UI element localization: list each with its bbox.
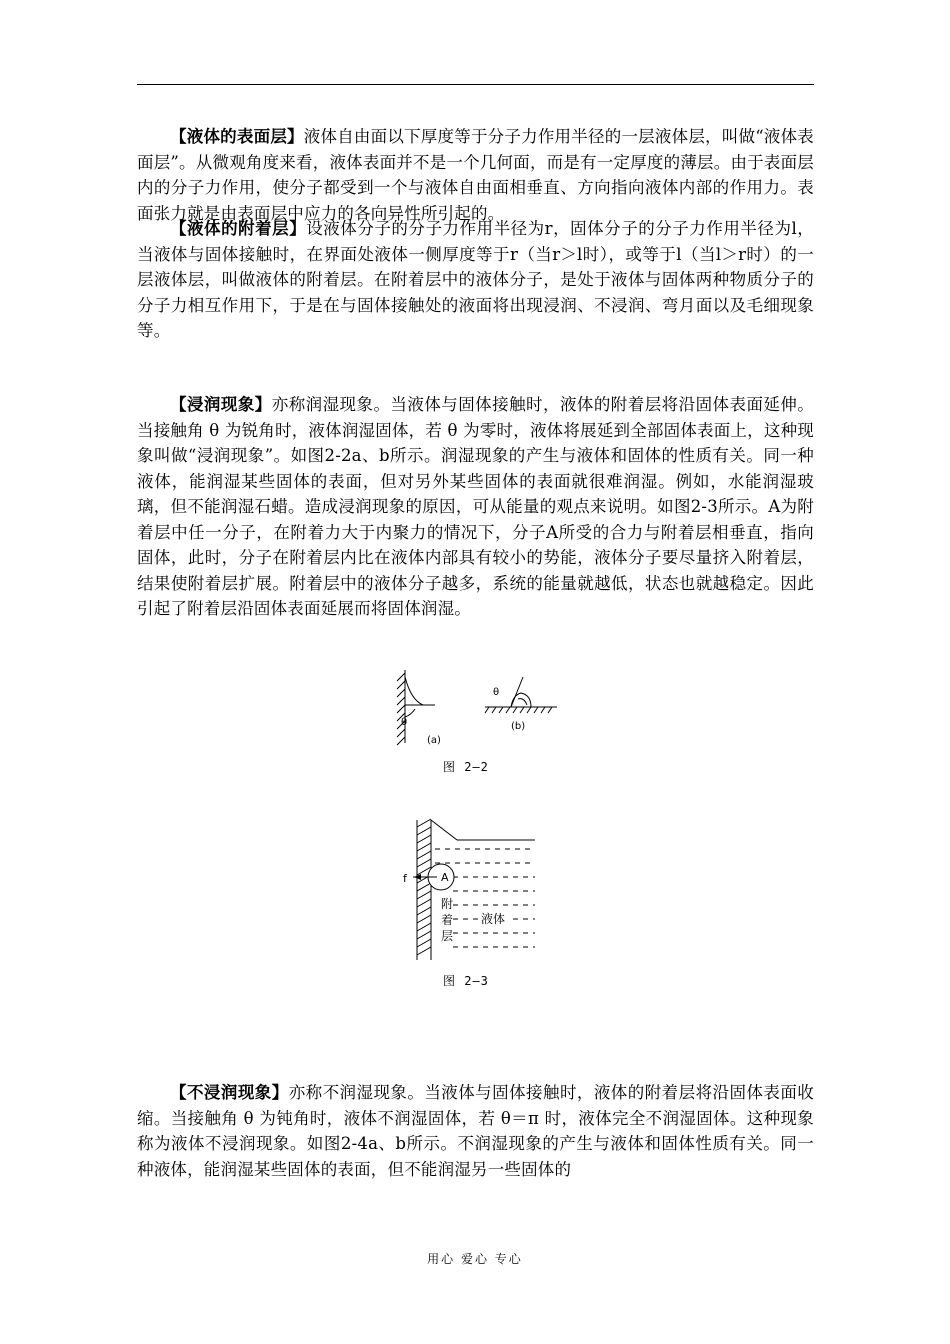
figure-2-2-caption: 图 2—2 bbox=[443, 760, 489, 774]
paragraph-adhesion-layer bbox=[137, 216, 814, 344]
adhesion-label-2: 着 bbox=[441, 913, 454, 927]
paragraph-text: 液体自由面以下厚度等于分子力作用半径的一层液体层，叫做“液体表面层”。从微观角度来看，液体表面并不是一个几何面，而是有一定厚度的薄层。由于表面层内的分子力作用，使分子都受到一个与液体自由面相垂直、方向指向液体内部的作用力。表面张力就是由表面层中应力的各向异性所引起的。 bbox=[137, 127, 814, 223]
molecule-label: A bbox=[441, 871, 449, 884]
paragraph-wetting bbox=[137, 392, 814, 622]
figure-label-a: (a) bbox=[427, 735, 441, 746]
term-heading: 【液体的附着层】 bbox=[170, 219, 307, 238]
figure-2-3-caption: 图 2—3 bbox=[443, 974, 489, 988]
adhesion-label-1: 附 bbox=[441, 897, 454, 911]
paragraph-text: 亦称不润湿现象。当液体与固体接触时，液体的附着层将沿固体表面收缩。当接触角 θ 为钝角时，液体不润湿固体，若 θ＝π 时，液体完全不润湿固体。这种现象称为液体不浸润现象。如图2-4a、b所示。不润湿现象的产生与液体和固体性质有关。同一种液体，能润湿某些固体的表面，但不能润湿另一些固体的 bbox=[137, 1083, 815, 1179]
header-rule bbox=[137, 84, 814, 85]
term-heading: 【不浸润现象】 bbox=[170, 1083, 289, 1102]
page-footer: 用心 爱心 专心 bbox=[427, 1252, 523, 1266]
paragraph-text: 亦称润湿现象。当液体与固体接触时，液体的附着层将沿固体表面延伸。当接触角 θ 为锐角时，液体润湿固体，若 θ 为零时，液体将展延到全部固体表面上，这种现象叫做“浸润现象”。如图2-2a、b所示。润湿现象的产生与液体和固体的性质有关。同一种液体，能润湿某些固体的表面，但对另外某些固体的表面就很难润湿。例如，水能润湿玻璃，但不能润湿石蜡。造成浸润现象的原因，可从能量的观点来说明。如图2-3所示。A为附着层中任一分子，在附着力大于内聚力的情况下，分子A所受的合力与附着层相垂直，指向固体，此时，分子在附着层内比在液体内部具有较小的势能，液体分子要尽量挤入附着层，结果使附着层扩展。附着层中的液体分子越多，系统的能量就越低，状态也就越稳定。因此引起了附着层沿固体表面延展而将固体润湿。 bbox=[137, 395, 815, 618]
liquid-label: 液体 bbox=[481, 912, 506, 926]
adhesion-label-3: 层 bbox=[441, 929, 454, 943]
solid-wall bbox=[417, 819, 535, 960]
paragraph-non-wetting bbox=[137, 1080, 814, 1182]
paragraph-text: 设液体分子的分子力作用半径为r，固体分子的分子力作用半径为l，当液体与固体接触时，在界面处液体一侧厚度等于r（当r＞l时），或等于l（当l＞r时）的一层液体层，叫做液体的附着层。在附着层中的液体分子，是处于液体与固体两种物质分子的分子力相互作用下，于是在与固体接触处的液面将出现浸润、不浸润、弯月面以及毛细现象等。 bbox=[137, 219, 814, 340]
theta-label-a: θ bbox=[401, 717, 408, 728]
figure-2-2 bbox=[385, 665, 570, 755]
paragraph-surface-layer bbox=[137, 124, 814, 226]
figure-2-2a bbox=[397, 670, 435, 745]
term-heading: 【浸润现象】 bbox=[170, 395, 272, 414]
figure-2-3 bbox=[395, 815, 545, 965]
force-label: f bbox=[403, 872, 407, 885]
term-heading: 【液体的表面层】 bbox=[170, 127, 304, 146]
theta-label-b: θ bbox=[493, 687, 500, 698]
figure-label-b: (b) bbox=[511, 721, 526, 732]
